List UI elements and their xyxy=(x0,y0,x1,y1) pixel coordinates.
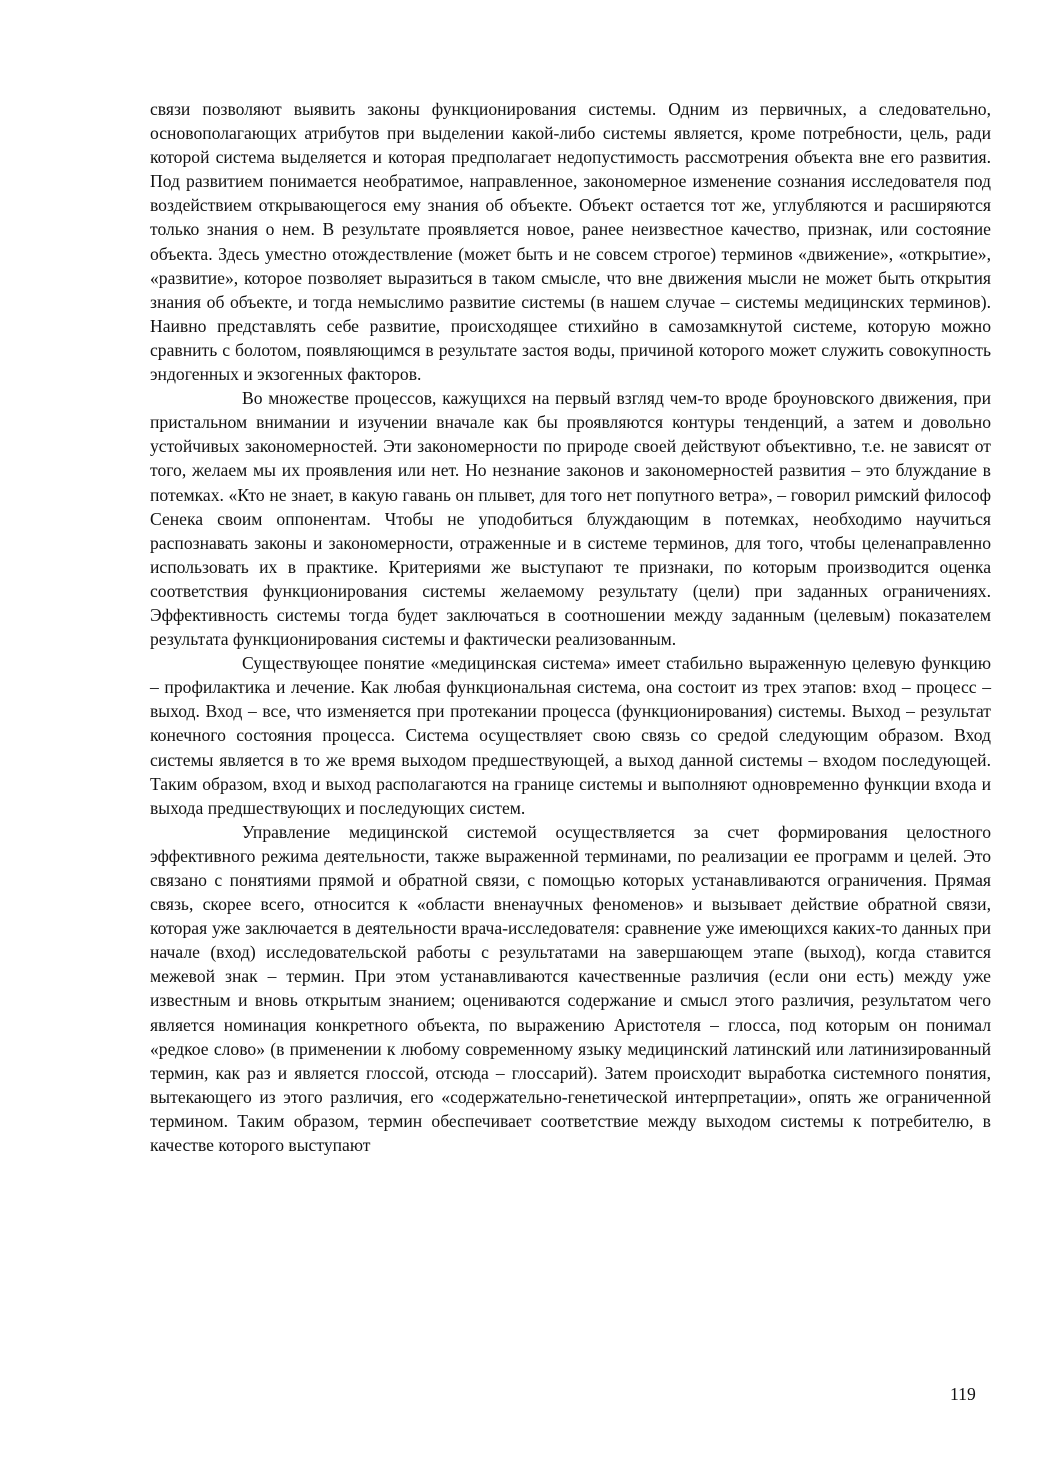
page-number: 119 xyxy=(950,1384,976,1404)
paragraph-4: Управление медицинской системой осуществляется за счет формирования целостного эффективного режима деятельности, также выраженной терминами, по реализации ее программ и целей. Это связано с понятиями прямой и обратной связи, с помощью которых устанавливаются ограничения. Прямая связь, скорее всего, относится к «области вненаучных феноменов» и вызывает действие обратной связи, которая уже заключается в деятельности врача-исследователя: сравнение уже имеющихся каких-то данных при начале (вход) исследовательской работы с результатами на завершающем этапе (выход), когда ставится межевой знак – термин. При этом устанавливаются качественные различия (если они есть) между уже известным и вновь открытым знанием; оцениваются содержание и смысл этого различия, результатом чего является номинация конкретного объекта, по выражению Аристотеля – глосса, под которым он понимал «редкое слово» (в применении к любому современному языку медицинский латинский или латинизированный термин, как раз и является глоссой, отсюда – глоссарий). Затем происходит выработка системного понятия, вытекающего из этого различия, его «содержательно-генетической интерпретации», опять же ограниченной термином. Таким образом, термин обеспечивает соответствие между выходом системы к потребителю, в качестве которого выступают xyxy=(150,821,991,1156)
body-text xyxy=(150,97,991,1157)
paragraph-3: Существующее понятие «медицинская система» имеет стабильно выраженную целевую функцию – профилактика и лечение. Как любая функциональная система, она состоит из трех этапов: вход – процесс – выход. Вход – все, что изменяется при протекании процесса (функционирования) системы. Выход – результат конечного состояния процесса. Система осуществляет свою связь со средой следующим образом. Вход системы является в то же время выходом предшествующей, а выход данной системы – входом последующей. Таким образом, вход и выход располагаются на границе системы и выполняют одновременно функции входа и выхода предшествующих и последующих систем. xyxy=(150,653,991,818)
paragraph-2: Во множестве процессов, кажущихся на первый взгляд чем-то вроде броуновского движения, при пристальном внимании и изучении вначале как бы проявляются контуры тенденций, а затем и довольно устойчивых закономерностей. Эти закономерности по природе своей действуют объективно, т.е. не зависят от того, желаем мы их проявления или нет. Но незнание законов и закономерностей развития – это блуждание в потемках. «Кто не знает, в какую гавань он плывет, для того нет попутного ветра», – говорил римский философ Сенека своим оппонентам. Чтобы не уподобиться блуждающим в потемках, необходимо научиться распознавать законы и закономерности, отраженные и в системе терминов, для того, чтобы целенаправленно использовать их в практике. Критериями же выступают те признаки, по которым производится оценка соответствия функционирования системы желаемому результату (цели) при заданных ограничениях. Эффективность системы тогда будет заключаться в соотношении между заданным (целевым) показателем результата функционирования системы и фактически реализованным. xyxy=(150,388,991,650)
paragraph-1: связи позволяют выявить законы функционирования системы. Одним из первичных, а следовательно, основополагающих атрибутов при выделении какой-либо системы является, кроме потребности, цель, ради которой система выделяется и которая предполагает недопустимость рассмотрения объекта вне его развития. Под развитием понимается необратимое, направленное, закономерное изменение сознания исследователя под воздействием открывающегося ему знания об объекте. Объект остается тот же, углубляются и расширяются только знания о нем. В результате проявляется новое, ранее неизвестное качество, признак, или состояние объекта. Здесь уместно отождествление (может быть и не совсем строгое) терминов «движение», «открытие», «развитие», которое позволяет выразиться в таком смысле, что вне движения мысли не может быть открытия знания об объекте, и тогда немыслимо развитие системы (в нашем случае – системы медицинских терминов). Наивно представлять себе развитие, происходящее стихийно в самозамкнутой системе, которую можно сравнить с болотом, появляющимся в результате застоя воды, причиной которого может служить совокупность эндогенных и экзогенных факторов. xyxy=(150,99,991,385)
